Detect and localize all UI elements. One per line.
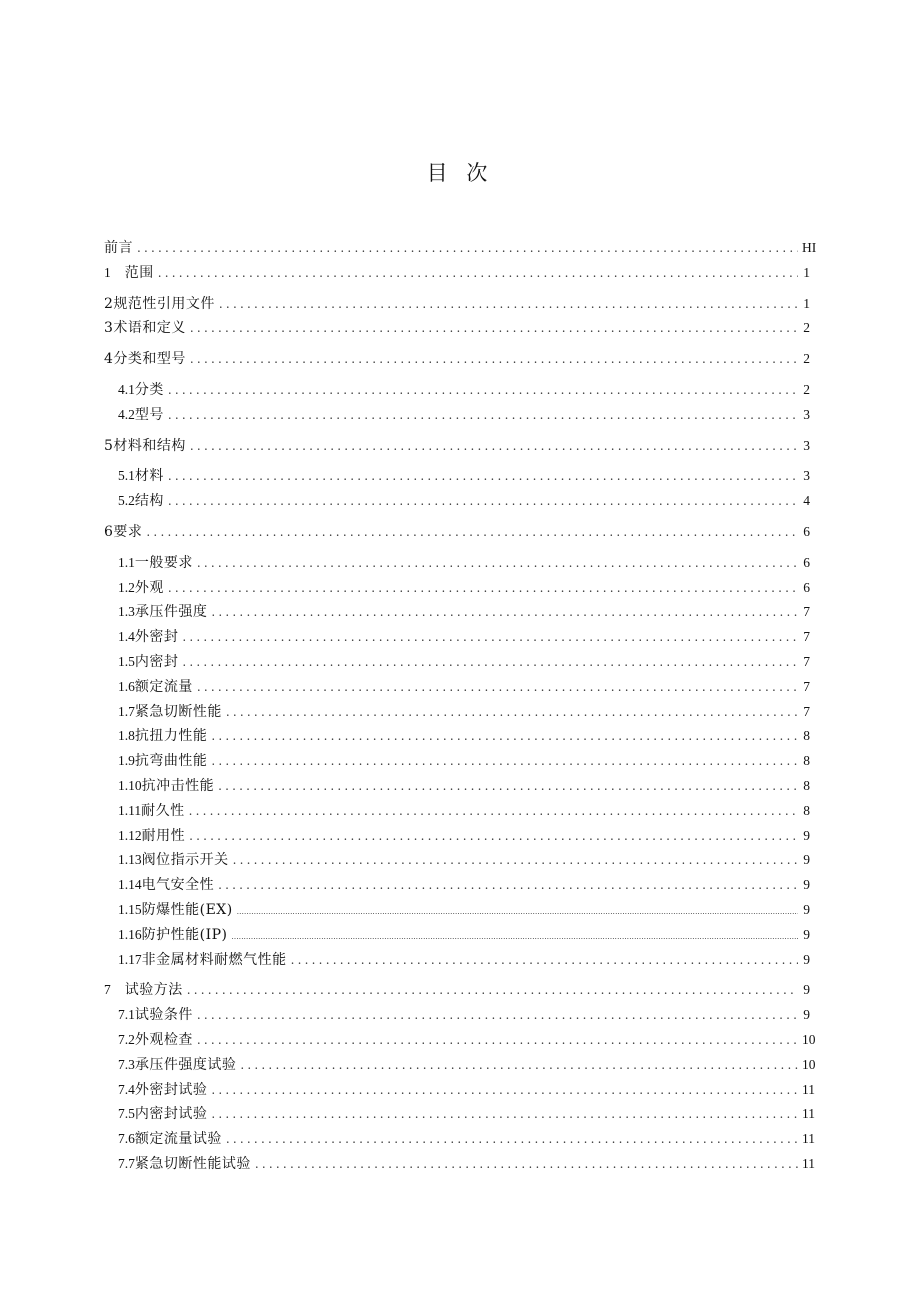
- toc-entry[interactable]: [104, 724, 810, 749]
- toc-entry-number: 1: [104, 264, 111, 280]
- dot-leader: [197, 1028, 798, 1053]
- toc-entry-page-number: 4: [803, 493, 810, 509]
- dot-leader: [219, 292, 798, 317]
- toc-entry-title: 阀位指示开关: [141, 852, 229, 869]
- toc-entry-page-number: 6: [803, 554, 810, 570]
- toc-entry-number: 1.4: [118, 629, 135, 645]
- toc-entry-title: 防爆性能(EX): [141, 901, 233, 918]
- toc-entry-page-number: 9: [803, 982, 810, 998]
- toc-entry-title: 分类: [134, 381, 164, 398]
- toc-entry-number: 1.15: [118, 901, 142, 917]
- toc-entry-title: 内密封试验: [134, 1106, 208, 1123]
- toc-entry-page-number: 8: [803, 753, 810, 769]
- toc-entry-title: 抗扭力性能: [134, 728, 208, 745]
- toc-entry-page-number: 9: [803, 852, 810, 868]
- toc-entry[interactable]: [104, 650, 810, 675]
- toc-entry-number: 5.1: [118, 468, 135, 484]
- dot-leader: [255, 1152, 798, 1177]
- dot-leader: [190, 316, 798, 341]
- dot-leader: [189, 799, 798, 824]
- toc-entry-title: 耐用性: [141, 827, 186, 844]
- toc-entry[interactable]: [104, 551, 810, 576]
- toc-entry-page-number: 9: [803, 926, 810, 942]
- toc-entry-number: 4.1: [118, 381, 135, 397]
- toc-entry[interactable]: [104, 978, 810, 1003]
- toc-entry-title: 外观检查: [134, 1031, 193, 1048]
- toc-entry[interactable]: [104, 576, 810, 601]
- dot-leader: [211, 600, 798, 625]
- toc-entry[interactable]: [104, 1152, 815, 1177]
- dot-leader: [197, 551, 798, 576]
- toc-entry-number: 7.6: [118, 1131, 135, 1147]
- toc-entry-number: 5.2: [118, 493, 135, 509]
- toc-entry[interactable]: [104, 403, 810, 428]
- toc-entry-number: 1.6: [118, 678, 135, 694]
- dot-leader: [197, 675, 798, 700]
- dot-leader: [190, 347, 798, 372]
- toc-entry-page-number: 1: [803, 264, 810, 280]
- toc-entry-page-number: 10: [802, 1031, 816, 1047]
- toc-entry-page-number: 9: [803, 901, 810, 917]
- toc-entry-page-number: 2: [803, 320, 810, 336]
- toc-entry[interactable]: [104, 489, 810, 514]
- dot-leader: [146, 520, 798, 545]
- toc-entry-page-number: 6: [803, 579, 810, 595]
- dot-leader: [168, 378, 798, 403]
- toc-entry-title: 试验条件: [134, 1007, 193, 1024]
- toc-entry-title: 电气安全性: [141, 877, 215, 894]
- toc-entry-title: 6要求: [104, 523, 143, 540]
- toc-entry-title: 额定流量试验: [134, 1131, 222, 1148]
- toc-entry-page-number: 7: [803, 604, 810, 620]
- dot-leader: [168, 489, 798, 514]
- toc-entry-title: 3术语和定义: [104, 320, 186, 337]
- dot-leader: [197, 1003, 798, 1028]
- dot-leader: [291, 948, 798, 973]
- dot-leader: [211, 749, 798, 774]
- toc-entry[interactable]: [104, 824, 810, 849]
- toc-entry-title: 2规范性引用文件: [104, 295, 215, 312]
- dot-leader: [211, 1078, 798, 1103]
- toc-entry[interactable]: [104, 1078, 815, 1103]
- toc-entry-title: 外密封: [134, 629, 179, 646]
- toc-entry-title: 试验方法: [124, 982, 183, 999]
- toc-entry[interactable]: [104, 625, 810, 650]
- toc-entry-number: 7: [104, 982, 111, 998]
- toc-entry-number: 1.8: [118, 728, 135, 744]
- toc-entry-title: 耐久性: [141, 802, 185, 819]
- toc-entry-number: 1.3: [118, 604, 135, 620]
- table-of-contents: [104, 236, 817, 1177]
- toc-entry-number: 1.9: [118, 753, 135, 769]
- toc-entry-page-number: 11: [802, 1106, 815, 1122]
- dot-leader: [182, 650, 798, 675]
- toc-entry-number: 4.2: [118, 406, 135, 422]
- toc-entry-number: 7.7: [118, 1155, 135, 1171]
- toc-entry-page-number: 7: [803, 653, 810, 669]
- toc-entry-title: 一般要求: [134, 554, 193, 571]
- toc-entry-number: 7.4: [118, 1081, 135, 1097]
- toc-entry-page-number: 11: [802, 1081, 815, 1097]
- toc-entry-page-number: 6: [803, 523, 810, 539]
- toc-entry[interactable]: [104, 848, 810, 873]
- dot-leader: [237, 900, 798, 925]
- toc-entry[interactable]: [104, 873, 810, 898]
- toc-entry-page-number: 3: [803, 406, 810, 422]
- dot-leader: [187, 978, 798, 1003]
- dot-leader: [137, 236, 798, 261]
- toc-entry-number: 1.5: [118, 653, 135, 669]
- dot-leader: [211, 724, 798, 749]
- toc-entry-page-number: 9: [803, 951, 810, 967]
- toc-entry[interactable]: [104, 749, 810, 774]
- toc-entry[interactable]: [104, 464, 810, 489]
- toc-entry-number: 1.11: [118, 802, 142, 818]
- toc-entry-number: 1.12: [118, 827, 142, 843]
- toc-entry[interactable]: [104, 923, 810, 948]
- dot-leader: [218, 774, 798, 799]
- toc-entry-title: 抗弯曲性能: [134, 753, 208, 770]
- dot-leader: [211, 1102, 798, 1127]
- dot-leader: [232, 925, 799, 950]
- toc-entry-title: 外观: [134, 579, 164, 596]
- toc-entry-number: 7.1: [118, 1007, 135, 1023]
- dot-leader: [233, 848, 798, 873]
- dot-leader: [168, 464, 798, 489]
- toc-entry-title: 紧急切断性能: [134, 703, 222, 720]
- dot-leader: [226, 1127, 798, 1152]
- toc-entry-page-number: 2: [803, 381, 810, 397]
- toc-entry[interactable]: [104, 292, 810, 317]
- dot-leader: [226, 700, 798, 725]
- toc-entry[interactable]: [104, 1053, 816, 1078]
- toc-entry-title: 防护性能(IP): [141, 926, 228, 943]
- toc-entry-page-number: 11: [802, 1155, 815, 1171]
- toc-entry-page-number: 9: [803, 1007, 810, 1023]
- toc-entry-number: 7.2: [118, 1031, 135, 1047]
- toc-entry-title: 内密封: [134, 653, 179, 670]
- toc-entry-page-number: 9: [803, 877, 810, 893]
- toc-entry-page-number: 3: [803, 437, 810, 453]
- toc-entry-number: 1.16: [118, 926, 142, 942]
- toc-entry[interactable]: [104, 898, 810, 923]
- toc-entry[interactable]: [104, 520, 810, 545]
- toc-entry-number: 7.3: [118, 1056, 135, 1072]
- toc-entry[interactable]: [104, 236, 817, 261]
- toc-entry-page-number: 10: [802, 1056, 816, 1072]
- toc-entry-title: 非金属材料耐燃气性能: [141, 951, 287, 968]
- dot-leader: [218, 873, 798, 898]
- toc-entry-title: 材料: [134, 468, 164, 485]
- dot-leader: [168, 403, 798, 428]
- toc-entry-page-number: 7: [803, 629, 810, 645]
- toc-entry-number: 7.5: [118, 1106, 135, 1122]
- toc-entry[interactable]: [104, 378, 810, 403]
- toc-entry-title: 5材料和结构: [104, 437, 186, 454]
- dot-leader: [189, 824, 798, 849]
- toc-entry-number: 1.7: [118, 703, 135, 719]
- toc-entry-page-number: 7: [803, 703, 810, 719]
- toc-entry-title: 型号: [134, 406, 164, 423]
- toc-entry-title: 结构: [134, 493, 164, 510]
- toc-entry[interactable]: [104, 675, 810, 700]
- toc-entry[interactable]: [104, 1102, 815, 1127]
- toc-entry-number: 1.2: [118, 579, 135, 595]
- toc-entry[interactable]: [104, 700, 810, 725]
- toc-entry-title: 额定流量: [134, 678, 193, 695]
- toc-entry[interactable]: [104, 316, 810, 341]
- toc-entry-page-number: 8: [803, 777, 810, 793]
- toc-entry-title: 外密封试验: [134, 1081, 208, 1098]
- dot-leader: [182, 625, 798, 650]
- toc-entry[interactable]: [104, 799, 810, 824]
- toc-entry-page-number: 11: [802, 1131, 815, 1147]
- toc-entry-title: 承压件强度: [134, 604, 208, 621]
- toc-entry-page-number: 2: [803, 351, 810, 367]
- toc-entry[interactable]: [104, 347, 810, 372]
- page-title: 目 次: [426, 161, 494, 185]
- toc-entry[interactable]: [104, 261, 810, 286]
- dot-leader: [168, 576, 798, 601]
- toc-entry-page-number: 8: [803, 802, 810, 818]
- toc-entry-page-number: 7: [803, 678, 810, 694]
- dot-leader: [240, 1053, 798, 1078]
- toc-entry[interactable]: [104, 1003, 810, 1028]
- toc-entry-title: 承压件强度试验: [134, 1056, 237, 1073]
- toc-entry-title: 范围: [124, 264, 154, 281]
- toc-entry-page-number: 1: [803, 295, 810, 311]
- toc-entry[interactable]: [104, 600, 810, 625]
- toc-entry[interactable]: [104, 774, 810, 799]
- toc-entry[interactable]: [104, 434, 810, 459]
- toc-entry[interactable]: [104, 1028, 816, 1053]
- toc-entry-number: 1.17: [118, 951, 142, 967]
- toc-entry-page-number: 3: [803, 468, 810, 484]
- toc-entry-number: 1.14: [118, 877, 142, 893]
- toc-entry-number: 1.10: [118, 777, 142, 793]
- toc-entry-page-number: HI: [802, 240, 817, 255]
- toc-entry-page-number: 8: [803, 728, 810, 744]
- toc-entry[interactable]: [104, 1127, 815, 1152]
- toc-entry-title: 4分类和型号: [104, 351, 186, 368]
- toc-entry-title: 前言: [104, 240, 133, 256]
- toc-entry-title: 紧急切断性能试验: [134, 1155, 251, 1172]
- toc-entry-page-number: 9: [803, 827, 810, 843]
- dot-leader: [158, 261, 798, 286]
- toc-entry-number: 1.1: [118, 554, 135, 570]
- toc-entry-number: 1.13: [118, 852, 142, 868]
- dot-leader: [190, 434, 798, 459]
- toc-entry[interactable]: [104, 948, 810, 973]
- toc-entry-title: 抗冲击性能: [141, 777, 215, 794]
